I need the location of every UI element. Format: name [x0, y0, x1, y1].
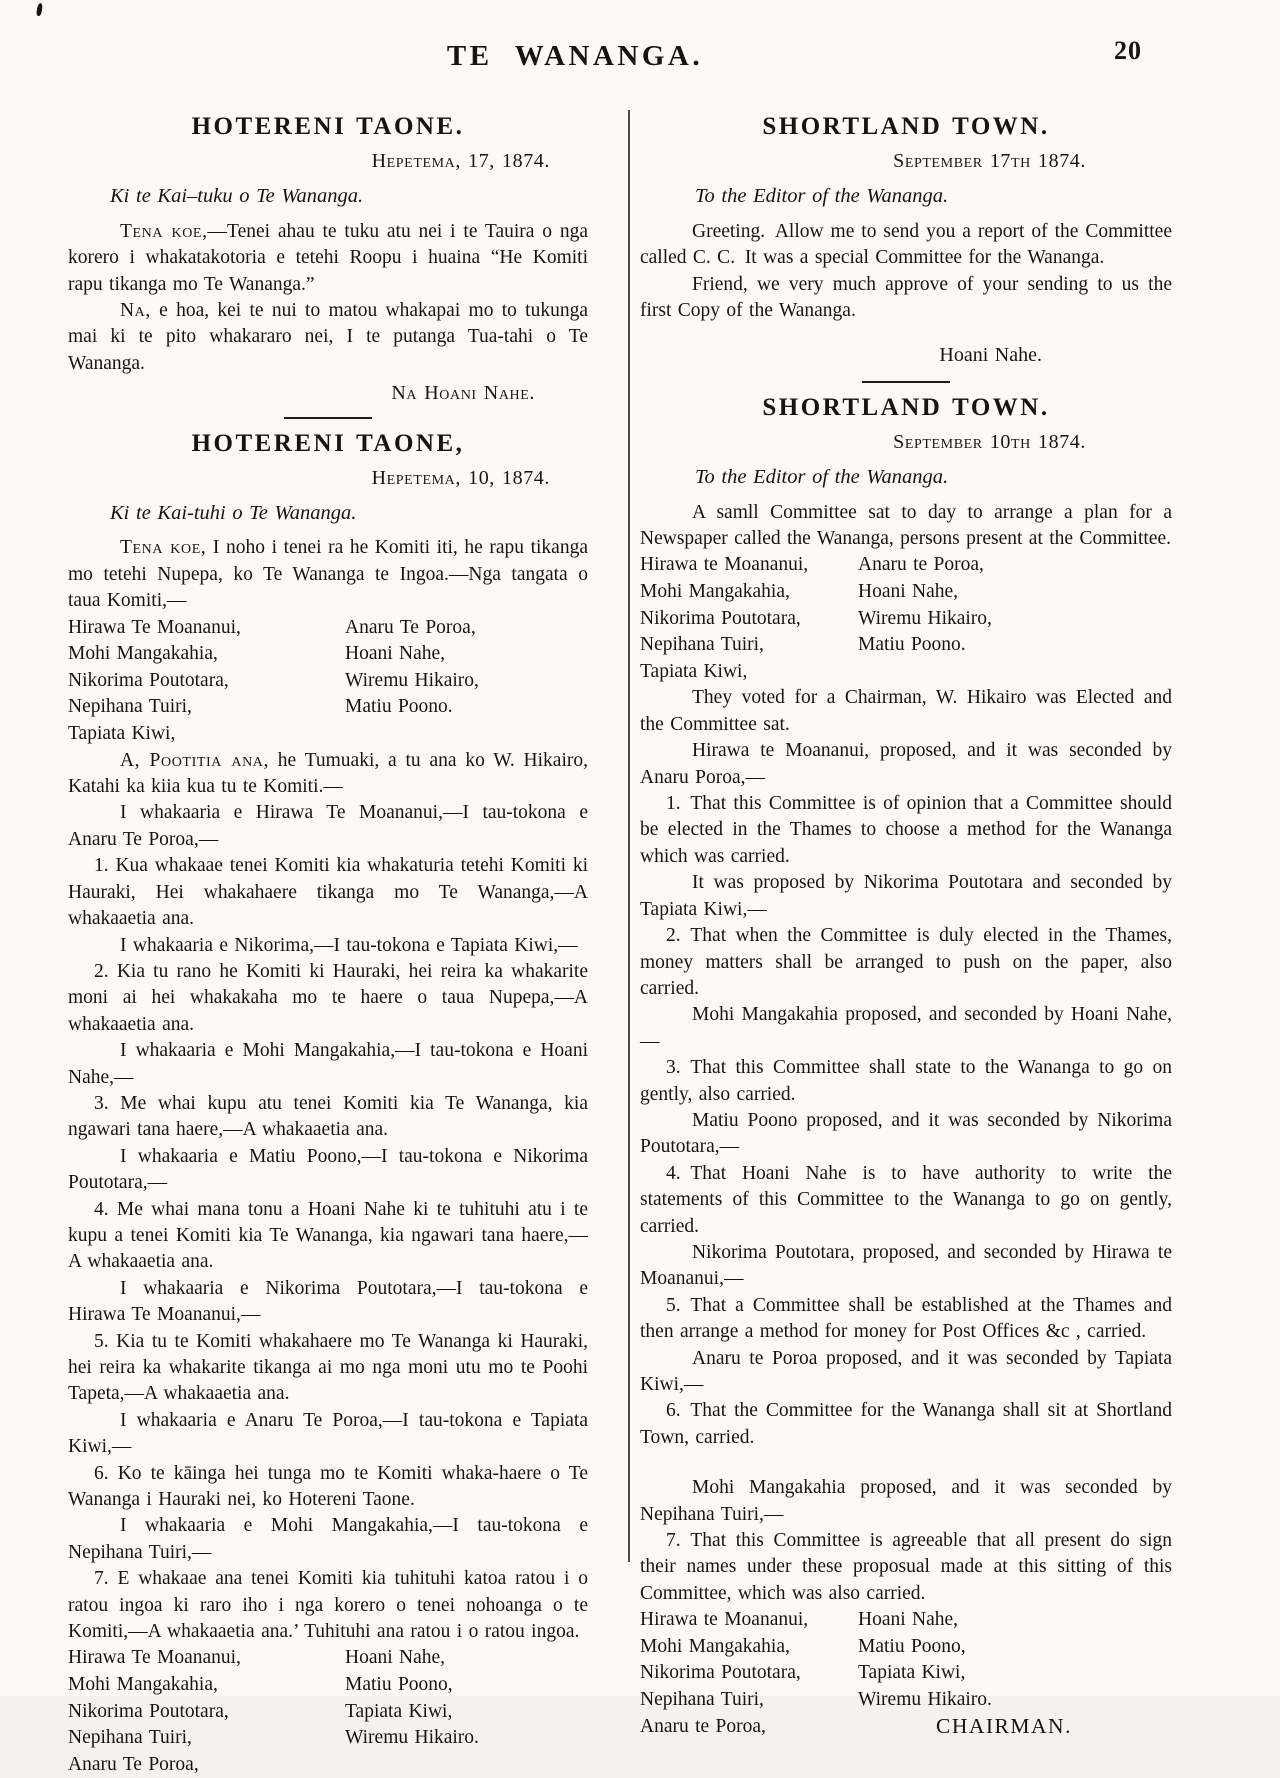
paragraph-text: I whakaaria e Nikorima Poutotara,—I tau-tokona e Hirawa Te Moananui,—	[68, 1277, 588, 1326]
paragraph-text: 4. Me whai mana tonu a Hoani Nahe ki te tuhituhi atu i te kupu a tenei Komiti kia Te Wananga, kia ngawari tana haere,—A whakaaetia ana.	[68, 1198, 588, 1273]
signatory-name: Hoani Nahe,	[858, 581, 959, 603]
masthead	[0, 0, 1280, 102]
paragraph-text: e hoa, kei te nui to matou whakapai mo to tukunga mai ki te pito whakararo nei, I te putanga Tua-tahi o Te Wananga.	[68, 300, 588, 374]
signatories-column-2	[345, 615, 588, 748]
letter-shortland-town-1	[640, 112, 1172, 369]
letter-shortland-town-2	[640, 393, 1172, 1740]
signatory-name: Nepihana Tuiri,	[640, 634, 764, 656]
paragraph	[640, 219, 1172, 272]
chairman-signature: CHAIRMAN.	[936, 1714, 1072, 1739]
paragraph-text: Anaru te Poroa proposed, and it was seconded by Tapiata Kiwi,—	[640, 1347, 1172, 1395]
paragraph-lead: Na,	[120, 300, 151, 322]
paragraph-text: Mohi Mangakahia proposed, and it was seconded by Nepihana Tuiri,—	[640, 1477, 1172, 1525]
signatory-name: Nikorima Poutotara,	[640, 1662, 801, 1684]
paragraph-text: 7. E whakaae ana tenei Komiti kia tuhituhi katoa ratou i o ratou ingoa ki raro iho i nga korero o tenei nohoanga o te Komiti,—A whakaaetia ana.’ Tuhituhi ana ratou i o ratou ingoa.	[68, 1568, 588, 1643]
paragraph-text: 5. Kia tu te Komiti whakahaere mo Te Wananga ki Hauraki, hei reira ka whakarite tikanga ai mo nga moni utu mo te Poohi Tapeta,—A whakaaetia ana.	[68, 1330, 588, 1405]
paragraph-text: —Tenei ahau te tuku atu nei i te Tauira o nga korero i whakatakotoria e tetehi Roopu i huaina “He Komiti rapu tikanga mo Te Wananga.”	[68, 220, 588, 295]
paragraph-text: 3. That this Committee shall state to the Wananga to go on gently, also carried.	[640, 1057, 1172, 1105]
signatory-name: Anaru Te Poroa,	[68, 1753, 199, 1775]
letter-signature: Na Hoani Nahe.	[391, 382, 535, 405]
letter-intro	[68, 535, 588, 614]
paragraph	[68, 933, 588, 959]
paragraph-text: 6. That the Committee for the Wananga shall sit at Shortland Town, carried.	[640, 1400, 1172, 1448]
paragraph-text: 1. That this Committee is of opinion that a Committee should be elected in the Thames to choose a method for the Wananga which was carried.	[640, 793, 1172, 867]
signatory-name: Hirawa te Moananui,	[640, 554, 809, 576]
letter-salutation: To the Editor of the Wananga.	[695, 466, 949, 489]
signatories-column-2	[858, 552, 1172, 685]
paragraph-text: 7. That this Committee is agreeable that all present do sign their names under these proposual made at this sitting of this Committee, which was also carried.	[640, 1530, 1172, 1604]
letter-body	[640, 685, 1172, 1607]
paragraph-text: I whakaaria e Mohi Mangakahia,—I tau-tokona e Hoani Nahe,—	[68, 1040, 588, 1088]
paragraph-text: Hirawa te Moananui, proposed, and it was seconded by Anaru Poroa,—	[640, 740, 1172, 788]
letter-heading: HOTERENI TAONE,	[191, 429, 465, 457]
paragraph-text: I whakaaria e Mohi Mangakahia,—I tau-tokona e Nepihana Tuiri,—	[68, 1515, 588, 1563]
paragraph-text: 6. Ko te kāinga hei tunga mo te Komiti whaka-haere o Te Wananga i Hauraki nei, ko Hotereni Taone.	[68, 1462, 588, 1511]
signatory-name: Matiu Poono.	[345, 696, 453, 718]
signatory-name: Mohi Mangakahia,	[68, 1674, 218, 1696]
paragraph	[68, 1197, 588, 1276]
signatory-name: Anaru te Poroa,	[858, 554, 984, 576]
signatory-name: Wiremu Hikairo.	[345, 1727, 479, 1749]
signatory-name: Hirawa Te Moananui,	[68, 1647, 241, 1669]
signatory-name: Mohi Mangakahia,	[68, 643, 218, 665]
letter-hotereni-taone-2	[68, 429, 588, 1778]
signatory-name: Nikorima Poutotara,	[68, 669, 229, 691]
paragraph	[68, 1566, 588, 1645]
letter-salutation: Ki te Kai–tuku o Te Wananga.	[110, 185, 364, 208]
paragraph	[640, 738, 1172, 791]
letter-heading: SHORTLAND TOWN.	[762, 393, 1050, 421]
paragraph-text: he Tumuaki, a tu ana ko W. Hikairo, Katahi ka kiia kua tu te Komiti.—	[68, 749, 589, 798]
letter-date: Hepetema, 10, 1874.	[371, 466, 550, 489]
paragraph	[640, 500, 1172, 553]
paragraph-text: Friend, we very much approve of your sending to us the first Copy of the Wananga.	[640, 273, 1172, 322]
paragraph	[640, 1475, 1172, 1528]
signatory-name: Tapiata Kiwi,	[345, 1700, 453, 1722]
signatory-name: Tapiata Kiwi,	[858, 1662, 966, 1684]
section-divider	[284, 417, 372, 419]
paragraph-text: 4. That Hoani Nahe is to have authority to write the statements of this Committee to the Wananga to go on gently, carried.	[640, 1162, 1172, 1237]
signatory-name: Hoani Nahe,	[345, 1647, 446, 1669]
committee-signatories-list	[68, 1645, 588, 1778]
paragraph	[68, 959, 588, 1038]
paragraph	[640, 1528, 1172, 1607]
paragraph	[640, 1398, 1172, 1451]
letter-signature: Hoani Nahe.	[939, 344, 1042, 367]
signatory-name: Matiu Poono,	[345, 1674, 453, 1696]
paragraph	[640, 1108, 1172, 1161]
paragraph	[68, 1038, 588, 1091]
column-divider-rule	[628, 110, 630, 1562]
signatories-column-1	[68, 1645, 345, 1778]
paragraph-text: 5. That a Committee shall be established at the Thames and then arrange a method for money for Post Offices &c , carried.	[640, 1294, 1172, 1343]
signatory-name: Mohi Mangakahia,	[640, 581, 790, 603]
paragraph	[68, 1513, 588, 1566]
paragraph-text: Matiu Poono proposed, and it was seconded by Nikorima Poutotara,—	[640, 1109, 1172, 1158]
signatory-name: Wiremu Hikairo.	[858, 1689, 992, 1711]
paragraph-lead: Tena koe,	[120, 220, 208, 242]
paragraph-text: It was proposed by Nikorima Poutotara and seconded by Tapiata Kiwi,—	[640, 872, 1172, 920]
paragraph	[68, 748, 588, 801]
left-column	[68, 102, 588, 1778]
paragraph	[640, 923, 1172, 1002]
paragraph	[68, 1276, 588, 1329]
signatories-column-1	[640, 1607, 858, 1740]
paragraph-text: Nikorima Poutotara, proposed, and seconded by Hirawa te Moananui,—	[640, 1241, 1172, 1290]
paragraph	[68, 1144, 588, 1197]
letter-salutation: Ki te Kai-tuhi o Te Wananga.	[110, 502, 357, 525]
paragraph	[68, 535, 588, 614]
signatory-name: Matiu Poono.	[858, 634, 966, 656]
paragraph	[68, 219, 588, 298]
signatory-name: Nikorima Poutotara,	[640, 607, 801, 629]
letter-intro	[640, 500, 1172, 553]
page-number: 20	[1114, 36, 1142, 65]
signatories-column-2	[345, 1645, 588, 1778]
signatory-name: Hirawa Te Moananui,	[68, 616, 241, 638]
paragraph-text: I noho i tenei ra he Komiti iti, he rapu tikanga mo tetehi Nupepa, ko Te Wananga te Ingoa.—Nga tangata o taua Komiti,—	[68, 537, 588, 612]
paragraph-text: 1. Kua whakaae tenei Komiti kia whakaturia tetehi Komiti ki Hauraki, Hei whakahaere tikanga mo Te Wananga,—A whakaaetia ana.	[68, 855, 588, 930]
paragraph	[640, 1240, 1172, 1293]
signatory-name: Anaru te Poroa,	[640, 1715, 766, 1737]
signatories-column-1	[68, 615, 345, 748]
paragraph-text: I whakaaria e Nikorima,—I tau-tokona e Tapiata Kiwi,—	[120, 934, 578, 956]
paragraph-text: A samll Committee sat to day to arrange a plan for a Newspaper called the Wananga, persons present at the Committee.	[640, 501, 1172, 550]
paragraph	[640, 1161, 1172, 1240]
signatory-name: Nepihana Tuiri,	[68, 696, 192, 718]
letter-body	[68, 219, 588, 377]
signatory-name: Mohi Mangakahia,	[640, 1635, 790, 1657]
paragraph-text: 3. Me whai kupu atu tenei Komiti kia Te Wananga, kia ngawari tana haere,—A whakaaetia ana.	[68, 1092, 588, 1141]
letter-body	[68, 748, 588, 1646]
paragraph	[640, 1346, 1172, 1399]
letter-date: September 10th 1874.	[893, 430, 1086, 453]
paragraph	[68, 1329, 588, 1408]
letter-body	[640, 219, 1172, 325]
paragraph	[68, 800, 588, 853]
paragraph-text: Mohi Mangakahia proposed, and seconded by Hoani Nahe,—	[640, 1004, 1172, 1052]
paragraph	[68, 1461, 588, 1514]
letter-salutation: To the Editor of the Wananga.	[695, 185, 949, 208]
paragraph-lead: A, Pootitia ana,	[120, 749, 269, 771]
signatory-name: Wiremu Hikairo,	[345, 669, 479, 691]
paragraph-text: 2. That when the Committee is duly elected in the Thames, money matters shall be arranged to push on the paper, also carried.	[640, 925, 1172, 999]
signatory-name: Hirawa te Moananui,	[640, 1609, 809, 1631]
signatory-name: Tapiata Kiwi,	[68, 723, 176, 745]
paragraph-text: I whakaaria e Hirawa Te Moananui,—I tau-tokona e Anaru Te Poroa,—	[68, 802, 588, 850]
paragraph	[640, 685, 1172, 738]
letter-heading: SHORTLAND TOWN.	[762, 113, 1050, 140]
letter-hotereni-taone-1	[68, 112, 588, 407]
signatory-name: Tapiata Kiwi,	[640, 660, 748, 682]
paragraph	[640, 1002, 1172, 1055]
signatory-name: Wiremu Hikairo,	[858, 607, 992, 629]
right-column	[640, 102, 1172, 1740]
section-divider	[862, 381, 950, 383]
paragraph	[640, 1055, 1172, 1108]
signatories-column-1	[640, 552, 858, 685]
signatory-name: Nepihana Tuiri,	[68, 1727, 192, 1749]
paragraph-text: They voted for a Chairman, W. Hikairo was Elected and the Committee sat.	[640, 687, 1172, 735]
committee-signatories-list	[68, 615, 588, 748]
paragraph-text: 2. Kia tu rano he Komiti ki Hauraki, hei reira ka whakarite moni ai hei whakakaha mo te haere o taua Nupepa,—A whakaaetia ana.	[68, 960, 588, 1035]
paragraph-text: I whakaaria e Anaru Te Poroa,—I tau-tokona e Tapiata Kiwi,—	[68, 1409, 588, 1458]
paragraph	[68, 853, 588, 932]
signatory-name: Matiu Poono,	[858, 1635, 966, 1657]
letter-date: September 17th 1874.	[893, 150, 1086, 172]
paragraph	[640, 791, 1172, 870]
paragraph	[68, 298, 588, 377]
paragraph-lead: Tena koe,	[120, 537, 207, 559]
masthead-title: TE WANANGA.	[446, 40, 704, 72]
paragraph	[640, 272, 1172, 325]
committee-signatories-list	[640, 552, 1172, 685]
letter-date: Hepetema, 17, 1874.	[371, 150, 550, 172]
paragraph-text: Greeting. Allow me to send you a report of the Committee called C. C. It was a special Committee for the Wananga.	[640, 220, 1172, 269]
committee-signatories-list	[640, 1607, 1172, 1740]
paragraph	[68, 1408, 588, 1461]
signatory-name: Nikorima Poutotara,	[68, 1700, 229, 1722]
signatory-name: Nepihana Tuiri,	[640, 1689, 764, 1711]
paragraph	[68, 1091, 588, 1144]
signatory-name: Hoani Nahe,	[345, 643, 446, 665]
signatory-name: Anaru Te Poroa,	[345, 616, 476, 638]
paragraph	[640, 1293, 1172, 1346]
letter-heading: HOTERENI TAONE.	[191, 113, 465, 140]
paragraph	[640, 870, 1172, 923]
paragraph-text: I whakaaria e Matiu Poono,—I tau-tokona e Nikorima Poutotara,—	[68, 1145, 588, 1194]
signatory-name: Hoani Nahe,	[858, 1609, 959, 1631]
